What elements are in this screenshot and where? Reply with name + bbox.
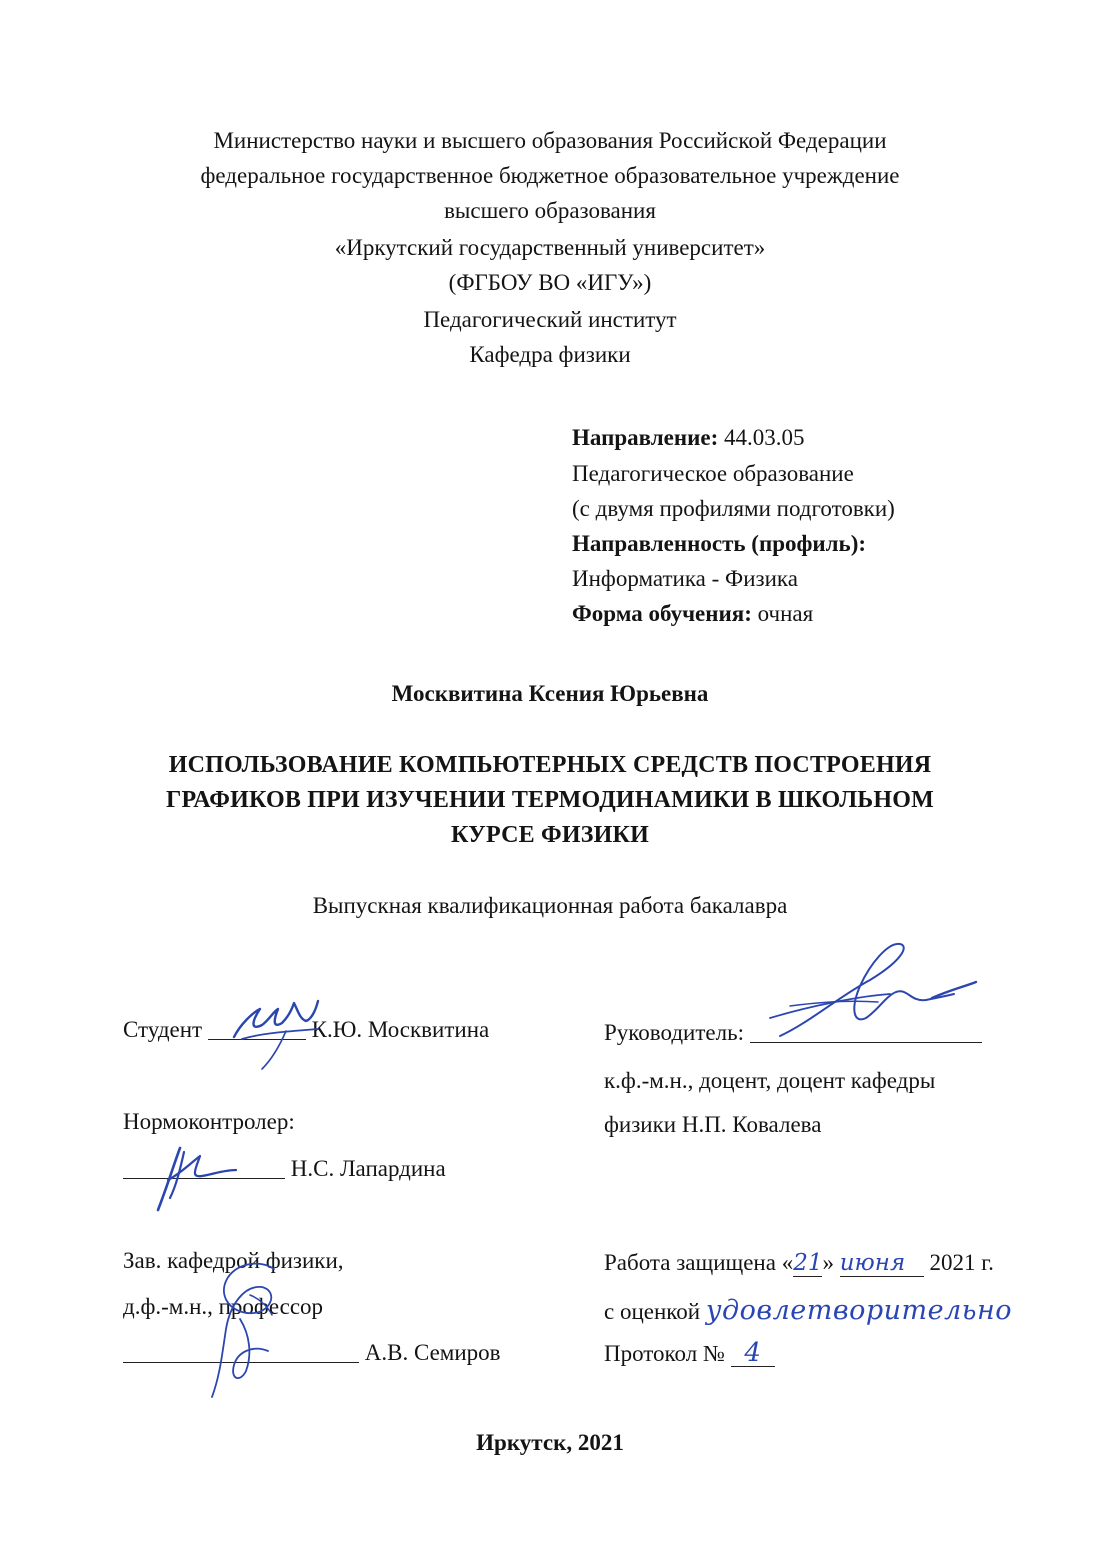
defended-line: [604, 1250, 994, 1277]
student-signature: [222, 995, 332, 1075]
student-name: К.Ю. Москвитина: [311, 1017, 490, 1042]
direction-label: Направление:: [572, 425, 719, 450]
author-name: Москвитина Ксения Юрьевна: [391, 681, 709, 706]
direction-name-1: Педагогическое образование: [572, 461, 854, 486]
normcontrol-label: Нормоконтролер:: [123, 1109, 295, 1134]
protocol-number: 4: [731, 1340, 775, 1367]
supervisor-signature: [750, 940, 990, 1050]
study-form-line: [572, 601, 813, 627]
work-type: Выпускная квалификационная работа бакалавра: [312, 893, 788, 918]
city-year: Иркутск, 2021: [476, 1430, 624, 1455]
grade-label: с оценкой: [604, 1299, 701, 1324]
thesis-title-line-2: ГРАФИКОВ ПРИ ИЗУЧЕНИИ ТЕРМОДИНАМИКИ В ШКОЛЬНОМ: [166, 787, 934, 813]
education-level-line: высшего образования: [444, 198, 656, 223]
defended-year: 2021 г.: [929, 1250, 994, 1275]
grade-line: [604, 1295, 1012, 1326]
study-form-value: очная: [757, 601, 814, 626]
direction-code: 44.03.05: [723, 425, 805, 450]
supervisor-label: Руководитель:: [604, 1020, 744, 1045]
grade-value: удовлетворительно: [705, 1295, 1013, 1326]
normcontrol-name: Н.С. Лапардина: [290, 1156, 446, 1181]
university-abbr-line: (ФГБОУ ВО «ИГУ»): [448, 270, 652, 295]
normcontrol-signature: [140, 1140, 250, 1220]
head-line: [123, 1340, 501, 1366]
institute-line: Педагогический институт: [423, 307, 677, 332]
study-form-label: Форма обучения:: [572, 601, 752, 626]
head-label: Зав. кафедрой физики,: [123, 1248, 344, 1273]
direction-name-2: (с двумя профилями подготовки): [572, 496, 895, 521]
thesis-title-line-3: КУРСЕ ФИЗИКИ: [451, 822, 649, 848]
student-label: Студент: [123, 1017, 203, 1042]
profile-value: Информатика - Физика: [572, 566, 798, 591]
head-name: А.В. Семиров: [364, 1340, 501, 1365]
protocol-line: [604, 1340, 775, 1367]
head-signature: [190, 1255, 300, 1405]
thesis-title-line-1: ИСПОЛЬЗОВАНИЕ КОМПЬЮТЕРНЫХ СРЕДСТВ ПОСТРОЕНИЯ: [168, 752, 932, 778]
university-name-line: «Иркутский государственный университет»: [334, 235, 766, 260]
defended-day: 21: [793, 1250, 823, 1276]
supervisor-position: к.ф.-м.н., доцент, доцент кафедры: [604, 1068, 936, 1093]
supervisor-name: физики Н.П. Ковалева: [604, 1112, 822, 1137]
direction-line: [572, 425, 804, 451]
profile-label: Направленность (профиль):: [572, 531, 867, 556]
head-degree: д.ф.-м.н., профессор: [123, 1294, 324, 1319]
ministry-line: Министерство науки и высшего образования Российской Федерации: [213, 128, 887, 153]
defended-prefix: Работа защищена «: [604, 1250, 794, 1275]
defended-month: июня: [840, 1250, 924, 1277]
department-line: Кафедра физики: [469, 342, 631, 367]
protocol-label: Протокол №: [604, 1341, 725, 1366]
defended-mid: »: [822, 1250, 840, 1275]
institution-type-line: федеральное государственное бюджетное образовательное учреждение: [200, 163, 900, 188]
